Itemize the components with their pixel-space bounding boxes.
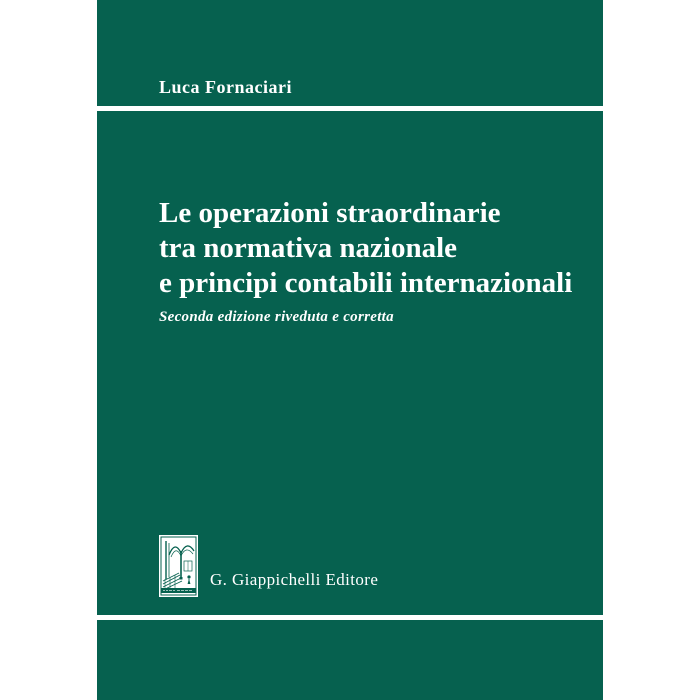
- book-title: [159, 196, 589, 301]
- edition-subtitle: Seconda edizione riveduta e corretta: [159, 309, 394, 325]
- top-divider: [97, 106, 603, 111]
- author-name: Luca Fornaciari: [159, 77, 292, 97]
- bottom-divider: [97, 615, 603, 620]
- publisher-block: [159, 535, 378, 597]
- book-cover: [97, 0, 603, 700]
- book-title-line-1: Le operazioni straordinarie: [159, 197, 501, 229]
- book-title-line-2: tra normativa nazionale: [159, 232, 458, 264]
- publisher-name: G. Giappichelli Editore: [210, 570, 379, 589]
- book-title-line-3: e principi contabili internazionali: [159, 267, 573, 299]
- publisher-cloister-logo-icon: [159, 535, 198, 597]
